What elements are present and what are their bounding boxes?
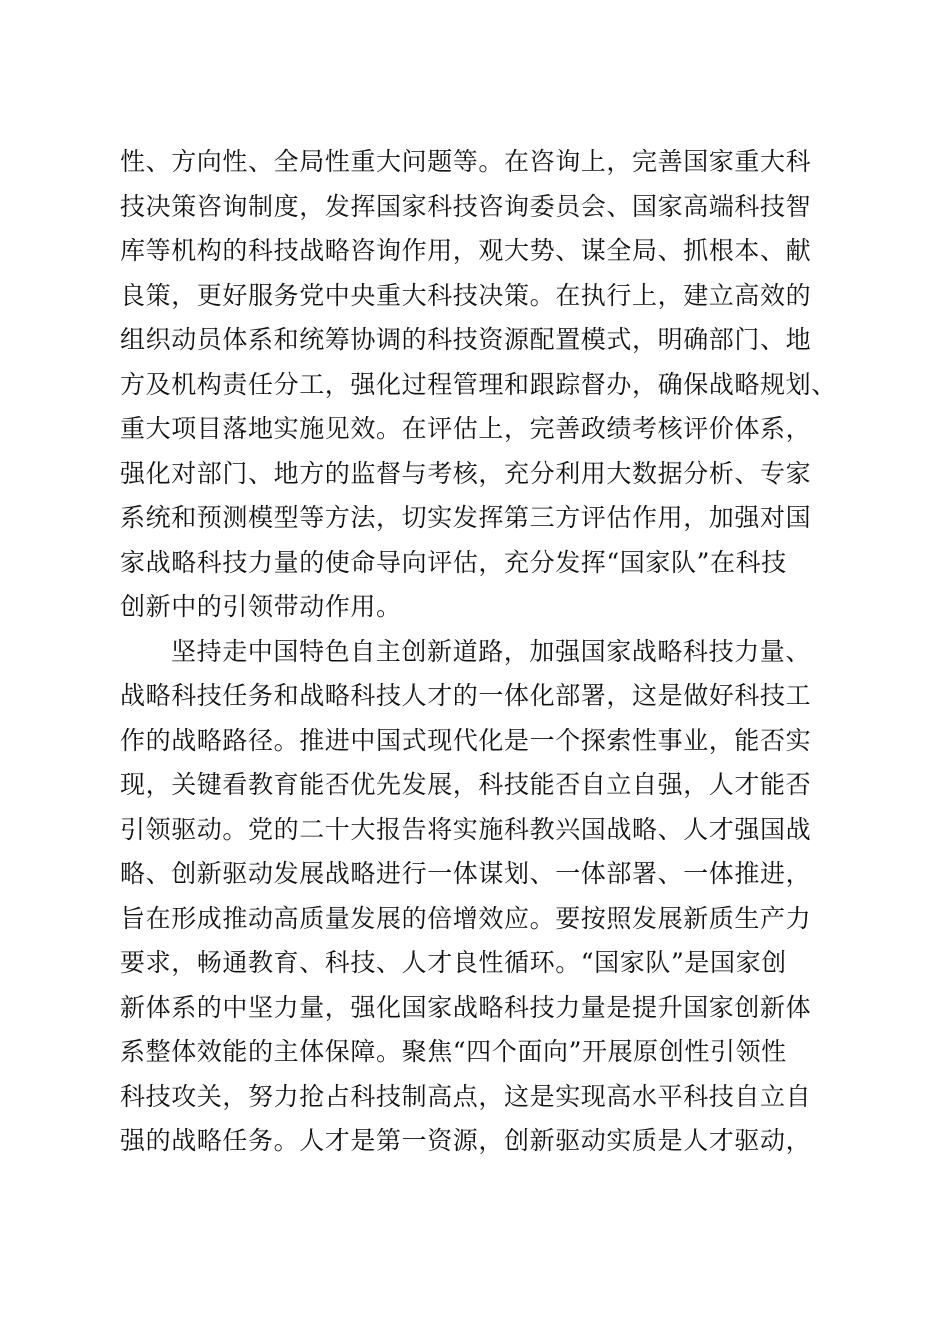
paragraph-1-line-7: 重大项目落地实施见效。在评估上，完善政绩考核评价体系，: [120, 414, 812, 443]
paragraph-2-line-6: 略、创新驱动发展战略进行一体谋划、一体部署、一体推进，: [120, 859, 812, 888]
paragraph-1-line-9: 系统和预测模型等方法，切实发挥第三方评估作用，加强对国: [120, 503, 812, 532]
paragraph-1-line-8: 强化对部门、地方的监督与考核，充分利用大数据分析、专家: [120, 458, 812, 488]
paragraph-1-line-1: 性、方向性、全局性重大问题等。在咨询上，完善国家重大科: [120, 147, 812, 176]
body-text: [120, 140, 840, 1164]
paragraph-2-line-11: 科技攻关，努力抢占科技制高点，这是实现高水平科技自立自: [120, 1081, 812, 1111]
paragraph-2-line-9: 新体系的中坚力量，强化国家战略科技力量是提升国家创新体: [120, 992, 812, 1022]
paragraph-2-line-10: 系整体效能的主体保障。聚焦“四个面向”开展原创性引领性: [120, 1037, 787, 1066]
paragraph-2-line-1: 坚持走中国特色自主创新道路，加强国家战略科技力量、: [171, 636, 812, 666]
paragraph-1-line-3: 库等机构的科技战略咨询作用，观大势、谋全局、抓根本、献: [120, 236, 812, 265]
paragraph-2-line-3: 作的战略路径。推进中国式现代化是一个探索性事业，能否实: [120, 725, 812, 755]
paragraph-1-line-5: 组织动员体系和统筹协调的科技资源配置模式，明确部门、地: [120, 325, 812, 354]
paragraph-2-line-12: 强的战略任务。人才是第一资源，创新驱动实质是人才驱动，: [120, 1126, 812, 1155]
paragraph-2-line-2: 战略科技任务和战略科技人才的一体化部署，这是做好科技工: [120, 681, 812, 710]
paragraph-1-line-10: 家战略科技力量的使命导向评估，充分发挥“国家队”在科技: [120, 547, 787, 577]
paragraph-1-line-6: 方及机构责任分工，强化过程管理和跟踪督办，确保战略规划、: [120, 369, 837, 399]
paragraph-2-line-4: 现，关键看教育能否优先发展，科技能否自立自强，人才能否: [120, 770, 812, 799]
paragraph-1-line-4: 良策，更好服务党中央重大科技决策。在执行上，建立高效的: [120, 280, 812, 310]
paragraph-2-line-8: 要求，畅通教育、科技、人才良性循环。“国家队”是国家创: [120, 948, 787, 977]
paragraph-1-line-11: 创新中的引领带动作用。: [120, 592, 402, 621]
paragraph-1-line-2: 技决策咨询制度，发挥国家科技咨询委员会、国家高端科技智: [120, 191, 812, 221]
paragraph-2-line-7: 旨在形成推动高质量发展的倍增效应。要按照发展新质生产力: [120, 903, 812, 933]
paragraph-2-line-5: 引领驱动。党的二十大报告将实施科教兴国战略、人才强国战: [120, 814, 812, 844]
